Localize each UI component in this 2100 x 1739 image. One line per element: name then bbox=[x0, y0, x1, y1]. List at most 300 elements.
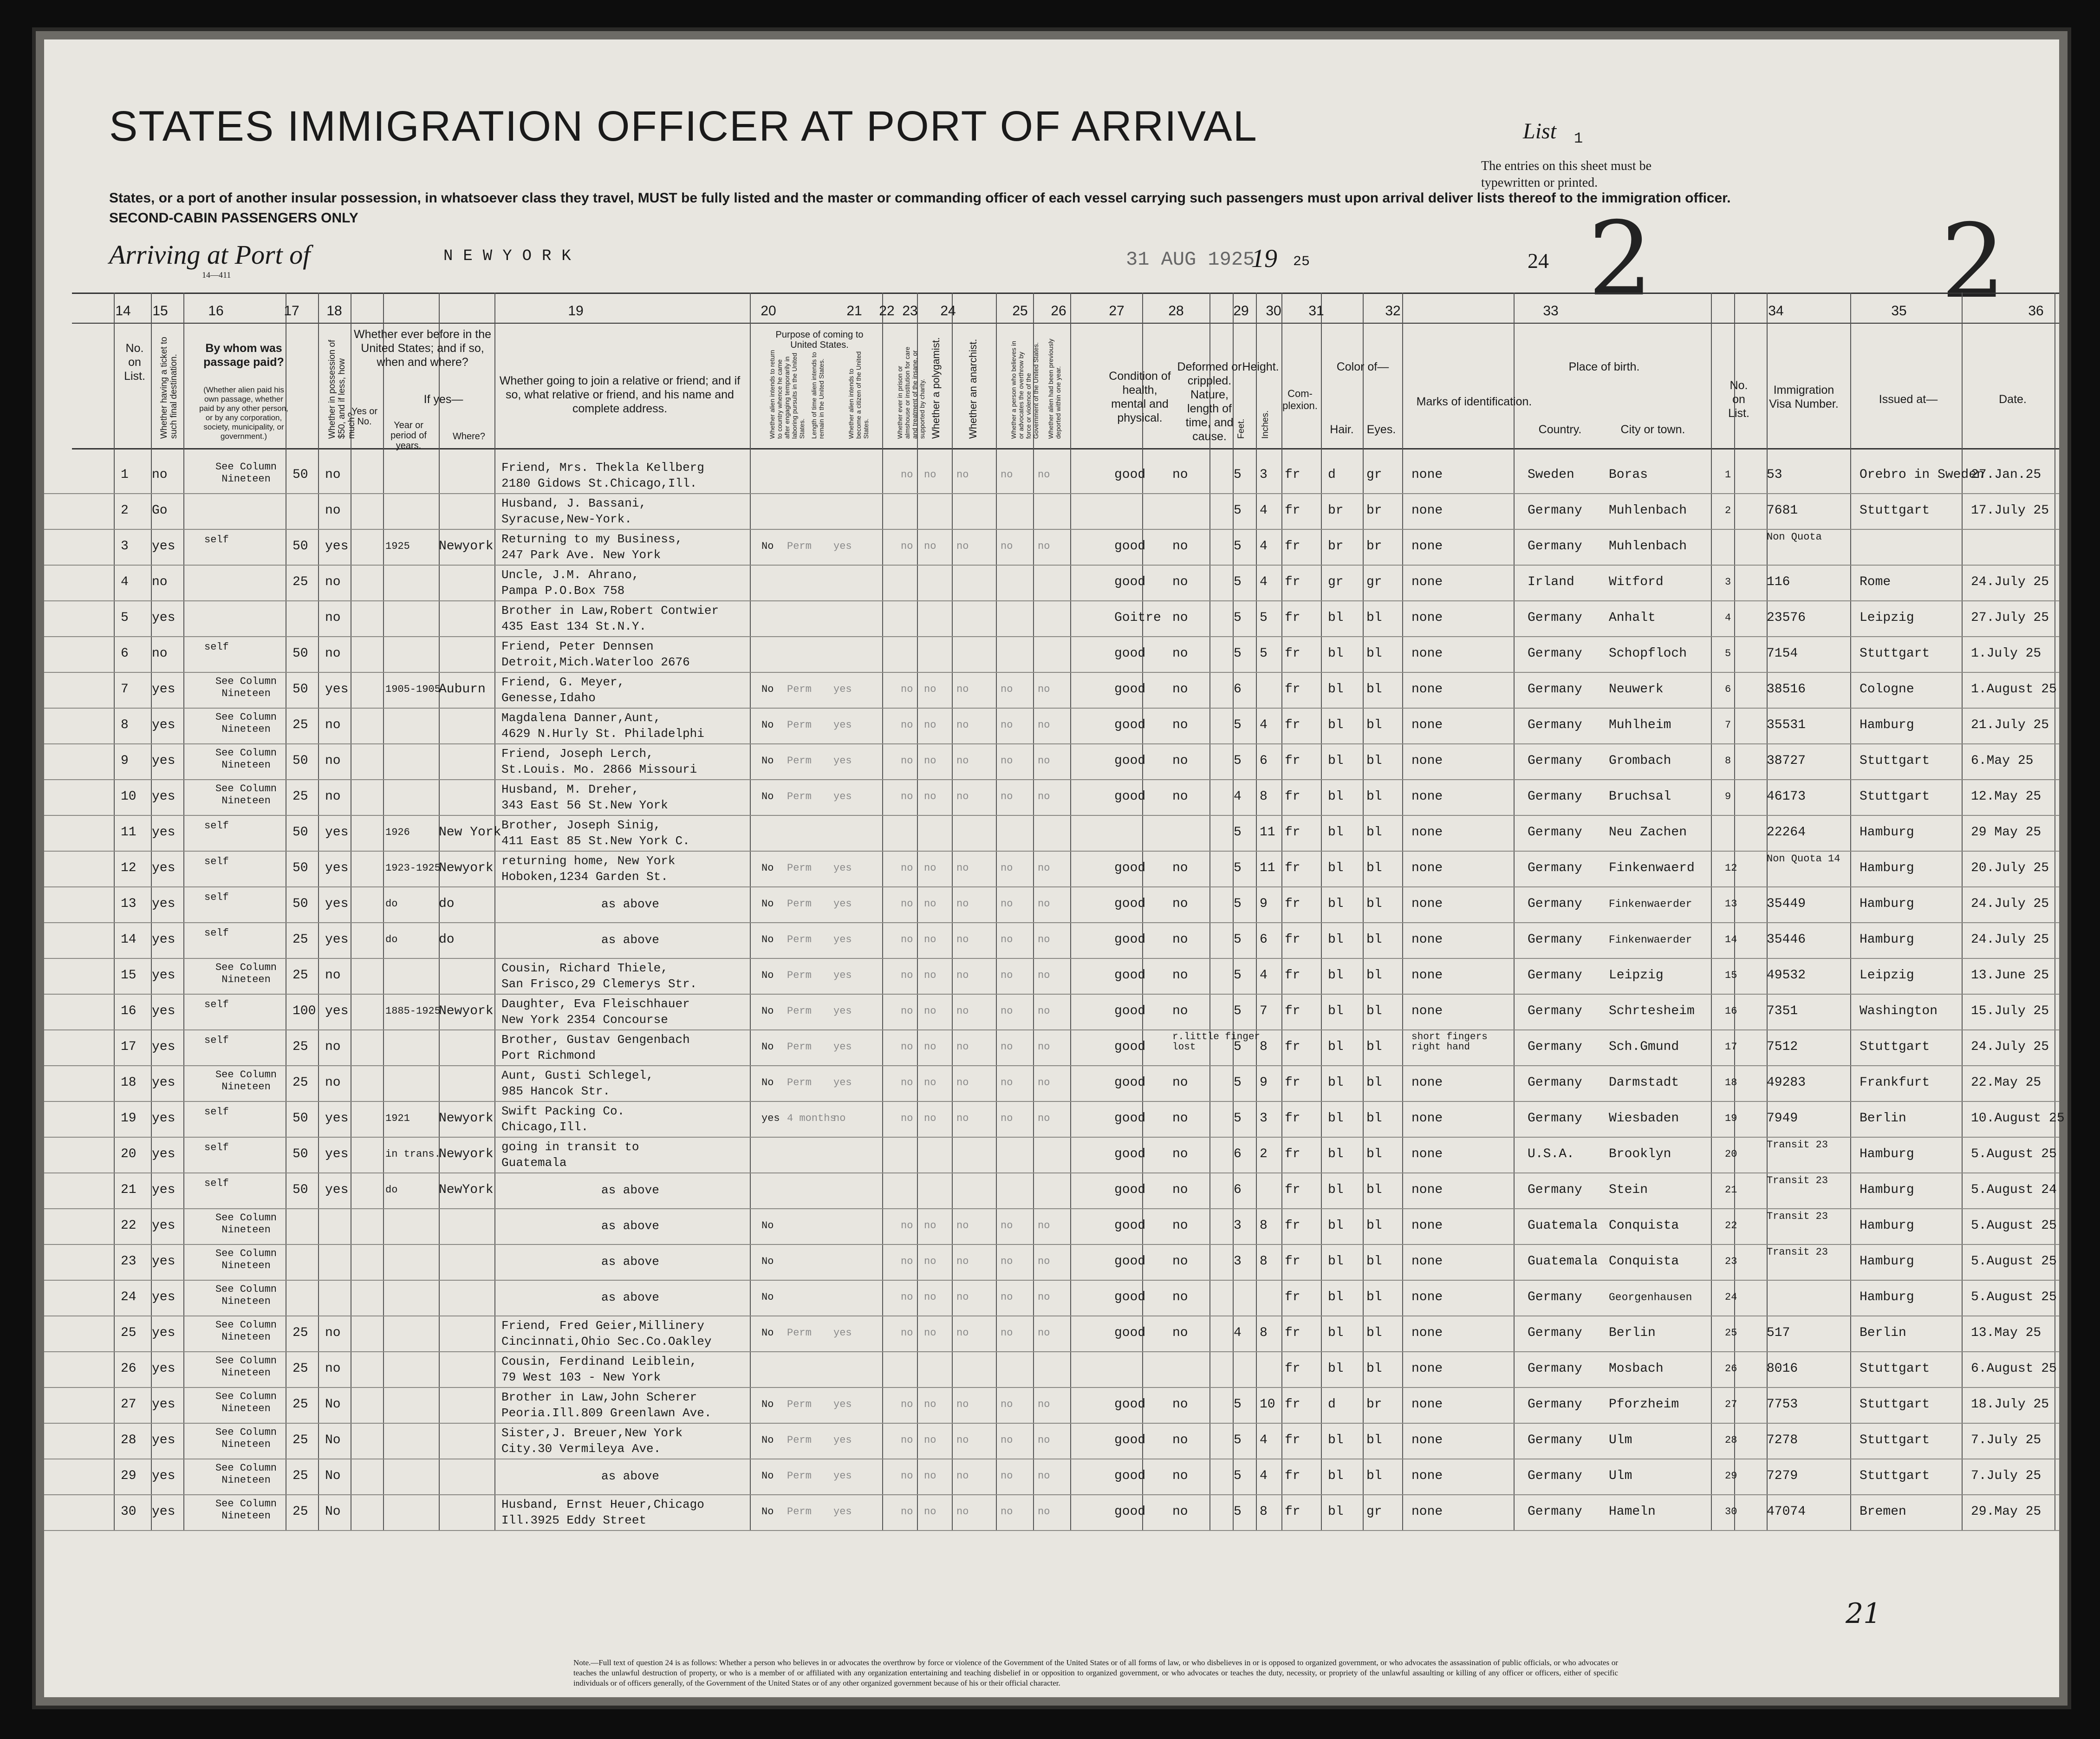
cell-amount: 25 bbox=[293, 718, 308, 732]
cell-join-address: Friend, Fred Geier,Millinery bbox=[501, 1319, 704, 1333]
cell-poly: no bbox=[924, 1291, 936, 1303]
cell-poly: no bbox=[924, 1220, 936, 1231]
table-row bbox=[44, 1137, 2059, 1173]
cell-ticket: yes bbox=[152, 968, 176, 983]
cell-no: 8 bbox=[121, 718, 129, 732]
cell-join-address: Detroit,Mich.Waterloo 2676 bbox=[501, 655, 690, 669]
cell-city: Hameln bbox=[1609, 1505, 1656, 1519]
cell-before: No bbox=[325, 1469, 341, 1483]
cell-feet: 5 bbox=[1234, 503, 1242, 518]
cell-paid: self bbox=[204, 892, 229, 903]
cell-ticket: yes bbox=[152, 1361, 176, 1376]
cell-feet: 5 bbox=[1234, 1433, 1242, 1447]
cell-join-address: St.Louis. Mo. 2866 Missouri bbox=[501, 762, 697, 776]
cell-health: good bbox=[1114, 1004, 1146, 1018]
cell-where: Newyork bbox=[439, 1147, 494, 1161]
cell-no: 18 bbox=[121, 1075, 137, 1090]
cell-anar: no bbox=[956, 1327, 969, 1339]
cell-no2: 7 bbox=[1725, 719, 1731, 731]
cell-feet: 5 bbox=[1234, 968, 1242, 983]
cell-visa: 7278 bbox=[1767, 1433, 1798, 1447]
cell-join-address: Genesse,Idaho bbox=[501, 691, 596, 705]
hdr-length-of-stay: Length of time alien intends to remain in the United States. bbox=[810, 352, 825, 439]
cell-deport: no bbox=[1038, 541, 1050, 552]
cell-prison: no bbox=[901, 898, 913, 910]
hdr-prison: Whether ever in prison or almshouse or institution for care and treatment of the insane, or supported by charity. bbox=[896, 346, 926, 439]
cell-marks: none bbox=[1411, 539, 1443, 554]
cell-marks: none bbox=[1411, 1290, 1443, 1304]
cell-feet: 4 bbox=[1234, 789, 1242, 804]
cell-no2: 12 bbox=[1725, 862, 1737, 874]
cell-remain: Perm bbox=[787, 1005, 812, 1017]
cell-city: Mosbach bbox=[1609, 1361, 1664, 1376]
cell-remain: Perm bbox=[787, 1434, 812, 1446]
hdr-country: Country. bbox=[1538, 423, 1582, 436]
cell-no: 1 bbox=[121, 468, 129, 482]
cell-visa: 35449 bbox=[1767, 897, 1806, 911]
cell-eyes: bl bbox=[1366, 1218, 1382, 1233]
cell-no: 21 bbox=[121, 1183, 137, 1197]
column-number: 24 bbox=[940, 303, 956, 319]
cell-paid: See Column Nineteen bbox=[215, 747, 277, 771]
hdr-overthrow: Whether a person who believes in or advocates the overthrow by force or violence of the Government of the United States. bbox=[1010, 341, 1040, 439]
cell-hair: d bbox=[1328, 468, 1336, 482]
cell-inches: 4 bbox=[1260, 1469, 1268, 1483]
cell-remain: Perm bbox=[787, 1077, 812, 1088]
cell-years: 1926 bbox=[385, 827, 410, 838]
cell-amount: 50 bbox=[293, 861, 308, 875]
cell-join-address: as above bbox=[601, 1219, 659, 1233]
cell-complexion: fr bbox=[1285, 539, 1300, 554]
cell-marks: none bbox=[1411, 897, 1443, 911]
cell-no: 4 bbox=[121, 575, 129, 589]
cell-amount: 25 bbox=[293, 789, 308, 804]
port-name: NEWYORK bbox=[443, 247, 581, 265]
cell-inches: 6 bbox=[1260, 754, 1268, 768]
cell-anar: no bbox=[956, 755, 969, 767]
cell-prison: no bbox=[901, 970, 913, 981]
cell-join-address: Cousin, Ferdinand Leiblein, bbox=[501, 1355, 697, 1368]
cell-date: 27.Jan.25 bbox=[1971, 468, 2041, 482]
cell-no2: 29 bbox=[1725, 1470, 1737, 1482]
cell-complexion: fr bbox=[1285, 754, 1300, 768]
cell-complexion: fr bbox=[1285, 1326, 1300, 1340]
cell-paid: See Column Nineteen bbox=[215, 1462, 277, 1486]
cell-deformed: no bbox=[1172, 1004, 1188, 1018]
cell-health: good bbox=[1114, 468, 1146, 482]
cell-country: Germany bbox=[1528, 646, 1582, 661]
cell-ticket: yes bbox=[152, 1254, 176, 1269]
cell-no2: 28 bbox=[1725, 1434, 1737, 1446]
cell-issued: Frankfurt bbox=[1859, 1075, 1930, 1090]
cell-city: Berlin bbox=[1609, 1326, 1656, 1340]
cell-no2: 14 bbox=[1725, 934, 1737, 945]
cell-poly: no bbox=[924, 1506, 936, 1518]
cell-deport: no bbox=[1038, 970, 1050, 981]
cell-remain: Perm bbox=[787, 755, 812, 767]
cell-complexion: fr bbox=[1285, 1004, 1300, 1018]
cell-date: 15.July 25 bbox=[1971, 1004, 2049, 1018]
cell-issued: Hamburg bbox=[1859, 1218, 1914, 1233]
cell-marks: none bbox=[1411, 825, 1443, 840]
cell-visa: Transit 23 bbox=[1767, 1246, 1828, 1258]
cell-hair: bl bbox=[1328, 1183, 1344, 1197]
cell-complexion: fr bbox=[1285, 968, 1300, 983]
cell-ticket: yes bbox=[152, 932, 176, 947]
cell-feet: 5 bbox=[1234, 539, 1242, 554]
hdr-complexion: Com-plexion. bbox=[1282, 388, 1318, 411]
cell-feet: 5 bbox=[1234, 1469, 1242, 1483]
cell-amount: 25 bbox=[293, 1505, 308, 1519]
cell-health: good bbox=[1114, 1254, 1146, 1269]
cell-city: Neu Zachen bbox=[1609, 825, 1687, 840]
cell-marks: none bbox=[1411, 1004, 1443, 1018]
cell-join-address: Cincinnati,Ohio Sec.Co.Oakley bbox=[501, 1335, 712, 1348]
cell-prison: no bbox=[901, 1506, 913, 1518]
hdr-citizen-intent: Whether alien intends to become a citizen of the United States. bbox=[847, 351, 870, 439]
cell-no: 30 bbox=[121, 1505, 137, 1519]
cell-before: yes bbox=[325, 825, 349, 840]
cell-visa: 116 bbox=[1767, 575, 1790, 589]
cell-health: good bbox=[1114, 1433, 1146, 1447]
cell-inches: 7 bbox=[1260, 1004, 1268, 1018]
cell-no: 6 bbox=[121, 646, 129, 661]
cell-feet: 5 bbox=[1234, 646, 1242, 661]
typewritten-instruction: The entries on this sheet must be typewritten or printed. bbox=[1481, 159, 1652, 190]
cell-complexion: fr bbox=[1285, 1183, 1300, 1197]
cell-eyes: bl bbox=[1366, 968, 1382, 983]
cell-ticket: yes bbox=[152, 1326, 176, 1340]
cell-deport: no bbox=[1038, 934, 1050, 945]
cell-no: 3 bbox=[121, 539, 129, 554]
cell-ticket: yes bbox=[152, 1218, 176, 1233]
cell-inches: 8 bbox=[1260, 789, 1268, 804]
cell-inches: 4 bbox=[1260, 575, 1268, 589]
cell-eyes: br bbox=[1366, 1397, 1382, 1412]
handwritten-number-right: 2 bbox=[1941, 202, 2006, 321]
cell-city: Boras bbox=[1609, 468, 1648, 482]
cell-city: Leipzig bbox=[1609, 968, 1664, 983]
hdr-color-of: Color of— bbox=[1336, 360, 1389, 373]
cell-date: 27.July 25 bbox=[1971, 611, 2049, 625]
cell-purpose: No bbox=[761, 1077, 774, 1088]
cell-purpose: No bbox=[761, 1256, 774, 1267]
cell-country: Germany bbox=[1528, 1075, 1582, 1090]
cell-health: good bbox=[1114, 789, 1146, 804]
cell-marks: none bbox=[1411, 1505, 1443, 1519]
cell-visa: 23576 bbox=[1767, 611, 1806, 625]
cell-anar: no bbox=[956, 1291, 969, 1303]
cell-prison: no bbox=[901, 1291, 913, 1303]
cell-overthrow: no bbox=[1001, 755, 1013, 767]
cell-anar: no bbox=[956, 719, 969, 731]
cell-complexion: fr bbox=[1285, 789, 1300, 804]
cell-feet: 5 bbox=[1234, 932, 1242, 947]
cell-join-address: Hoboken,1234 Garden St. bbox=[501, 870, 668, 884]
cell-amount: 50 bbox=[293, 539, 308, 554]
cell-feet: 6 bbox=[1234, 1183, 1242, 1197]
cell-issued: Orebro in Sweden bbox=[1859, 468, 1984, 482]
cell-hair: bl bbox=[1328, 1505, 1344, 1519]
cell-join-address: Friend, Joseph Lerch, bbox=[501, 747, 654, 761]
column-number: 19 bbox=[568, 303, 584, 319]
cell-anar: no bbox=[956, 1399, 969, 1410]
cell-country: Germany bbox=[1528, 1433, 1582, 1447]
table-row bbox=[44, 1029, 2059, 1066]
cell-city: Bruchsal bbox=[1609, 789, 1671, 804]
cell-health: good bbox=[1114, 897, 1146, 911]
cell-health: good bbox=[1114, 932, 1146, 947]
cell-deport: no bbox=[1038, 898, 1050, 910]
cell-marks: none bbox=[1411, 1469, 1443, 1483]
cell-where: do bbox=[439, 897, 455, 911]
hdr-join-relative: Whether going to join a relative or friend; and if so, what relative or friend, and his name and complete address. bbox=[499, 374, 741, 415]
cell-ticket: yes bbox=[152, 1505, 176, 1519]
cell-visa: Non Quota bbox=[1767, 531, 1822, 543]
cell-no2: 26 bbox=[1725, 1363, 1737, 1374]
cell-purpose: No bbox=[761, 1399, 774, 1410]
cell-cit: no bbox=[833, 1113, 846, 1124]
cell-before: yes bbox=[325, 1004, 349, 1018]
cell-country: Germany bbox=[1528, 718, 1582, 732]
cell-eyes: bl bbox=[1366, 1111, 1382, 1126]
cell-eyes: bl bbox=[1366, 718, 1382, 732]
cell-before: no bbox=[325, 718, 341, 732]
cell-deport: no bbox=[1038, 755, 1050, 767]
cell-amount: 50 bbox=[293, 1147, 308, 1161]
cell-paid: See Column Nineteen bbox=[215, 1319, 277, 1343]
cell-deport: no bbox=[1038, 1005, 1050, 1017]
cell-marks: none bbox=[1411, 754, 1443, 768]
cell-visa: 7753 bbox=[1767, 1397, 1798, 1412]
cell-ticket: yes bbox=[152, 611, 176, 625]
hdr-feet: Feet. bbox=[1236, 418, 1246, 439]
cell-health: good bbox=[1114, 1290, 1146, 1304]
cell-no: 20 bbox=[121, 1147, 137, 1161]
cell-complexion: fr bbox=[1285, 1505, 1300, 1519]
cell-purpose: No bbox=[761, 1434, 774, 1446]
cell-marks: short fingers right hand bbox=[1411, 1032, 1488, 1053]
cell-paid: self bbox=[204, 856, 229, 867]
table-row bbox=[44, 708, 2059, 744]
cell-deformed: no bbox=[1172, 932, 1188, 947]
cell-poly: no bbox=[924, 1041, 936, 1053]
cell-amount: 50 bbox=[293, 682, 308, 697]
hdr-passage-paid-body: (Whether alien paid his own passage, whether paid by any other person, or by any corporation, society, municipality, or government.) bbox=[199, 385, 288, 441]
cell-health: good bbox=[1114, 539, 1146, 554]
cell-hair: bl bbox=[1328, 1361, 1344, 1376]
cell-purpose: No bbox=[761, 1291, 774, 1303]
cell-ticket: yes bbox=[152, 1469, 176, 1483]
cell-health: good bbox=[1114, 861, 1146, 875]
cell-marks: none bbox=[1411, 682, 1443, 697]
cell-join-address: returning home, New York bbox=[501, 854, 676, 868]
cell-amount: 50 bbox=[293, 825, 308, 840]
cell-no2: 17 bbox=[1725, 1041, 1737, 1053]
cell-inches: 11 bbox=[1260, 861, 1275, 875]
table-row bbox=[44, 600, 2059, 637]
cell-join-address: as above bbox=[601, 1183, 659, 1197]
cell-purpose: No bbox=[761, 1220, 774, 1231]
cell-city: Conquista bbox=[1609, 1254, 1679, 1269]
cell-feet: 6 bbox=[1234, 1147, 1242, 1161]
hdr-if-yes: If yes— bbox=[423, 393, 463, 406]
cell-hair: bl bbox=[1328, 718, 1344, 732]
cell-anar: no bbox=[956, 1220, 969, 1231]
cell-prison: no bbox=[901, 684, 913, 695]
cell-ticket: yes bbox=[152, 1183, 176, 1197]
table-row bbox=[44, 815, 2059, 852]
cell-deformed: no bbox=[1172, 682, 1188, 697]
cell-no2: 2 bbox=[1725, 505, 1731, 516]
cell-join-address: Pampa P.O.Box 758 bbox=[501, 584, 625, 598]
cell-poly: no bbox=[924, 1113, 936, 1124]
cell-poly: no bbox=[924, 719, 936, 731]
cell-deport: no bbox=[1038, 1041, 1050, 1053]
cell-years: 1905-1905 bbox=[385, 684, 441, 695]
cell-eyes: bl bbox=[1366, 1183, 1382, 1197]
cell-before: no bbox=[325, 1040, 341, 1054]
cell-eyes: bl bbox=[1366, 1469, 1382, 1483]
cell-years: 1921 bbox=[385, 1113, 410, 1124]
hdr-ticket: Whether having a ticket to such final destination. bbox=[159, 337, 179, 439]
cell-visa: 22264 bbox=[1767, 825, 1806, 840]
cell-visa: 38727 bbox=[1767, 754, 1806, 768]
cell-city: Anhalt bbox=[1609, 611, 1656, 625]
hdr-anarchist: Whether an anarchist. bbox=[967, 339, 979, 439]
cell-deport: no bbox=[1038, 1434, 1050, 1446]
cell-join-address: going in transit to bbox=[501, 1140, 639, 1154]
table-row bbox=[44, 636, 2059, 673]
cell-feet: 4 bbox=[1234, 1326, 1242, 1340]
hdr-place-of-birth: Place of birth. bbox=[1568, 360, 1640, 373]
cell-amount: 50 bbox=[293, 1111, 308, 1126]
cell-no2: 3 bbox=[1725, 576, 1731, 588]
cell-cit: yes bbox=[833, 1506, 852, 1518]
cell-prison: no bbox=[901, 469, 913, 481]
cell-join-address: Husband, M. Dreher, bbox=[501, 782, 639, 796]
cell-issued: Berlin bbox=[1859, 1111, 1906, 1126]
cell-poly: no bbox=[924, 1256, 936, 1267]
cell-prison: no bbox=[901, 934, 913, 945]
cell-complexion: fr bbox=[1285, 682, 1300, 697]
cell-no2: 9 bbox=[1725, 791, 1731, 802]
cell-join-address: Husband, Ernst Heuer,Chicago bbox=[501, 1498, 704, 1511]
hdr-city: City or town. bbox=[1620, 423, 1685, 436]
cell-complexion: fr bbox=[1285, 1433, 1300, 1447]
cell-prison: no bbox=[901, 719, 913, 731]
cell-join-address: Uncle, J.M. Ahrano, bbox=[501, 568, 639, 582]
cell-no2: 6 bbox=[1725, 684, 1731, 695]
cell-deformed: no bbox=[1172, 1183, 1188, 1197]
cell-where: Auburn bbox=[439, 682, 486, 697]
table-row bbox=[44, 779, 2059, 816]
cell-join-address: Brother in Law,Robert Contwier bbox=[501, 604, 719, 618]
cell-prison: no bbox=[901, 1077, 913, 1088]
cell-paid: self bbox=[204, 1142, 229, 1153]
cell-no2: 8 bbox=[1725, 755, 1731, 767]
cell-country: Germany bbox=[1528, 611, 1582, 625]
cell-city: Ulm bbox=[1609, 1433, 1632, 1447]
table-row bbox=[44, 1423, 2059, 1459]
cell-poly: no bbox=[924, 755, 936, 767]
hdr-height: Height. bbox=[1242, 360, 1279, 373]
cell-where: Newyork bbox=[439, 861, 494, 875]
cell-date: 5.August 25 bbox=[1971, 1218, 2057, 1233]
cell-issued: Hamburg bbox=[1859, 861, 1914, 875]
column-number: 21 bbox=[846, 303, 862, 319]
cell-no: 10 bbox=[121, 789, 137, 804]
cell-before: no bbox=[325, 789, 341, 804]
cell-feet: 5 bbox=[1234, 1004, 1242, 1018]
cell-overthrow: no bbox=[1001, 791, 1013, 802]
cell-ticket: yes bbox=[152, 897, 176, 911]
cell-ticket: yes bbox=[152, 539, 176, 554]
cell-date: 21.July 25 bbox=[1971, 718, 2049, 732]
cell-eyes: bl bbox=[1366, 897, 1382, 911]
cell-deformed: no bbox=[1172, 718, 1188, 732]
column-number: 17 bbox=[284, 303, 299, 319]
cell-date: 22.May 25 bbox=[1971, 1075, 2041, 1090]
cell-marks: none bbox=[1411, 1397, 1443, 1412]
cell-poly: no bbox=[924, 1434, 936, 1446]
cell-health: good bbox=[1114, 1075, 1146, 1090]
table-row bbox=[44, 851, 2059, 887]
cell-remain: Perm bbox=[787, 791, 812, 802]
cell-join-address: Chicago,Ill. bbox=[501, 1120, 589, 1134]
cell-no2: 13 bbox=[1725, 898, 1737, 910]
cell-eyes: br bbox=[1366, 539, 1382, 554]
cell-cit: yes bbox=[833, 1077, 852, 1088]
cell-country: Germany bbox=[1528, 1397, 1582, 1412]
cell-hair: bl bbox=[1328, 932, 1344, 947]
cell-purpose: No bbox=[761, 1506, 774, 1518]
cell-city: Neuwerk bbox=[1609, 682, 1664, 697]
cell-anar: no bbox=[956, 1470, 969, 1482]
cell-cit: yes bbox=[833, 862, 852, 874]
cell-deformed: no bbox=[1172, 539, 1188, 554]
cell-complexion: fr bbox=[1285, 1040, 1300, 1054]
column-number: 27 bbox=[1109, 303, 1125, 319]
cell-eyes: bl bbox=[1366, 646, 1382, 661]
cell-paid: See Column Nineteen bbox=[215, 1283, 277, 1307]
cell-no2: 21 bbox=[1725, 1184, 1737, 1196]
cell-anar: no bbox=[956, 1256, 969, 1267]
table-row bbox=[44, 922, 2059, 959]
cell-country: Germany bbox=[1528, 682, 1582, 697]
cell-amount: 50 bbox=[293, 468, 308, 482]
cell-join-address: Swift Packing Co. bbox=[501, 1104, 625, 1118]
cell-issued: Stuttgart bbox=[1859, 754, 1930, 768]
cell-join-address: Magdalena Danner,Aunt, bbox=[501, 711, 661, 725]
cell-no2: 20 bbox=[1725, 1148, 1737, 1160]
cell-marks: none bbox=[1411, 1218, 1443, 1233]
cell-remain: Perm bbox=[787, 934, 812, 945]
cell-country: Germany bbox=[1528, 861, 1582, 875]
cell-paid: See Column Nineteen bbox=[215, 962, 277, 985]
cell-deformed: no bbox=[1172, 1111, 1188, 1126]
cell-anar: no bbox=[956, 1434, 969, 1446]
cell-feet: 5 bbox=[1234, 1111, 1242, 1126]
cell-complexion: fr bbox=[1285, 897, 1300, 911]
column-number: 14 bbox=[115, 303, 131, 319]
cell-health: good bbox=[1114, 646, 1146, 661]
cell-no: 24 bbox=[121, 1290, 137, 1304]
cell-visa: 7949 bbox=[1767, 1111, 1798, 1126]
cell-remain: Perm bbox=[787, 1399, 812, 1410]
cell-cit: yes bbox=[833, 684, 852, 695]
table-row bbox=[44, 1351, 2059, 1388]
